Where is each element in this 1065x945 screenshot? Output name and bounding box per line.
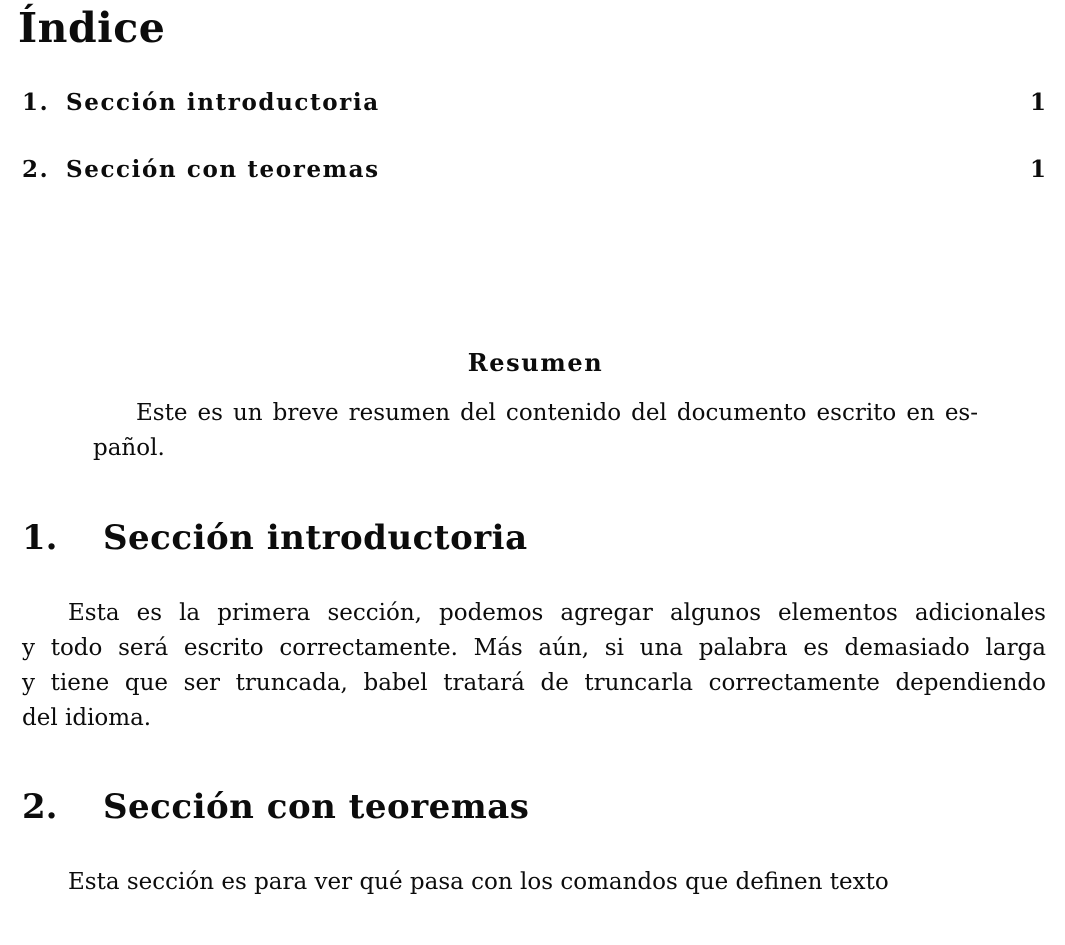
section-2-paragraph	[22, 865, 1046, 900]
section-heading-1	[22, 516, 1046, 560]
toc-title: Índice	[18, 4, 166, 52]
toc-entry	[22, 90, 1046, 116]
toc-entry-label: Sección con teoremas	[66, 156, 380, 184]
toc-entry-label: Sección introductoria	[66, 89, 380, 117]
toc-entry-page: 1	[1029, 89, 1046, 117]
abstract-text	[93, 396, 978, 466]
abstract	[93, 349, 978, 466]
text-line: y todo será escrito correctamente. Más aún, si una palabra es demasiado larga	[22, 635, 1046, 662]
text-line: Esta sección es para ver qué pasa con los comandos que definen texto	[68, 869, 889, 896]
toc-entry	[22, 157, 1046, 183]
text-line: del idioma.	[22, 705, 152, 732]
abstract-title: Resumen	[467, 348, 604, 378]
text-line: Esta es la primera sección, podemos agregar algunos elementos adicionales	[68, 600, 1046, 627]
toc-entry-page: 1	[1029, 156, 1046, 184]
text-line: y tiene que ser truncada, babel tratará de truncarla correctamente dependiendo	[22, 670, 1046, 697]
toc-entry-number: 2.	[22, 156, 50, 184]
text-line: pañol.	[93, 435, 165, 462]
section-title: Sección con teoremas	[103, 787, 530, 828]
section-title: Sección introductoria	[103, 518, 528, 559]
section-heading-2	[22, 785, 1046, 829]
section-1-paragraph	[22, 596, 1046, 736]
section-number: 1.	[22, 518, 58, 559]
table-of-contents	[22, 90, 1046, 183]
text-line: Este es un breve resumen del contenido del documento escrito en es-	[136, 400, 978, 427]
toc-entry-number: 1.	[22, 89, 50, 117]
section-number: 2.	[22, 787, 58, 828]
